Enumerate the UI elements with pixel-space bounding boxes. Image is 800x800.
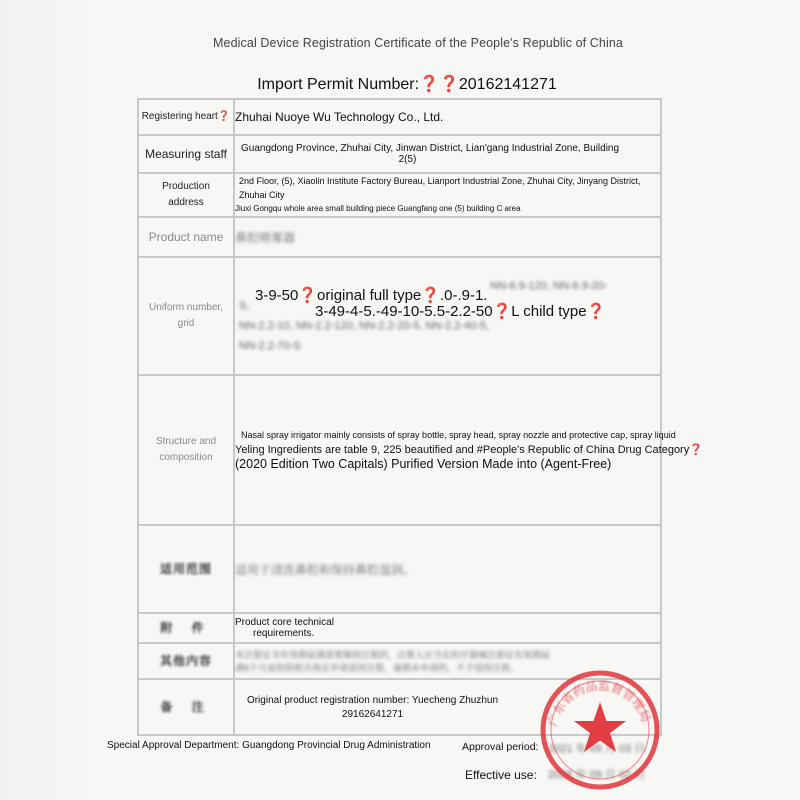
label-scope: 适用范围 — [138, 525, 234, 613]
other-line-2: 满6个月前按照相关规定申请延续注册，逾期未申请的，不予延续注册。 — [235, 663, 520, 673]
production-line-2: Jiuxi Gongqu whole area small building piece Guangfang one (5) building C area — [235, 204, 521, 213]
left-shade — [0, 0, 95, 800]
uniform-blur-1: NN-6.9-120, NN-6.9-20- — [490, 280, 608, 292]
approval-date: 2021 年 09 月 03 日 — [548, 743, 646, 755]
row-product-name — [138, 217, 661, 257]
measuring-line-2: 2(5) — [398, 154, 417, 165]
approval-period-label: Approval period: — [462, 741, 539, 753]
official-seal-stamp — [538, 668, 662, 792]
row-structure — [138, 375, 661, 525]
uniform-overlay-2: 3-49-4-5.-49-10-5.5-2.2-50❓L child type❓ — [315, 303, 606, 320]
structure-label-2: composition — [159, 452, 213, 463]
row-production — [138, 173, 661, 217]
attachment-line-2: requirements. — [253, 628, 315, 639]
value-product-name — [234, 217, 661, 257]
remarks-line-1: Original product registration number: Yuecheng Zhuzhun — [246, 694, 499, 706]
structure-label-1: Structure and — [155, 436, 217, 447]
effective-date: 2026 年 09 月 02 日 — [548, 769, 646, 781]
structure-line-3: (2020 Edition Two Capitals) Purified Version Made into (Agent-Free) — [235, 456, 612, 471]
seal-text: 广东省药品监督管理局 — [545, 678, 654, 728]
label-registering: Registering heart❓ — [138, 99, 234, 135]
value-structure — [234, 375, 703, 525]
label-structure — [138, 375, 234, 525]
uniform-label-2: grid — [177, 318, 195, 329]
value-uniform — [234, 257, 661, 375]
label-other: 其他内容 — [138, 643, 234, 679]
uniform-blur-4: NN-2.2-70-S — [239, 340, 301, 352]
remarks-line-2: 29162641271 — [341, 708, 404, 720]
value-scope — [234, 525, 661, 613]
label-production — [138, 173, 234, 217]
registration-table — [137, 98, 703, 736]
other-line-1: 本注册证书有效期届满需要继续注册的，注册人应当在医疗器械注册证有效期届 — [235, 650, 551, 660]
row-scope — [138, 525, 661, 613]
label-product-name: Product name — [138, 217, 234, 257]
production-label-1: Production — [162, 181, 210, 192]
row-registering — [138, 99, 661, 135]
import-permit-number: Import Permit Number:❓❓20162141271 — [257, 76, 557, 93]
row-uniform — [138, 257, 661, 375]
value-production — [234, 173, 661, 217]
seal-star-icon — [574, 702, 626, 752]
value-registering: Zhuhai Nuoye Wu Technology Co., Ltd. — [234, 99, 661, 135]
uniform-label-1: Uniform number, — [149, 302, 223, 313]
scope-blurred: 适用于清洗鼻腔和保持鼻腔湿润。 — [235, 562, 416, 577]
row-measuring — [138, 135, 661, 173]
label-attachment: 附 件 — [138, 613, 234, 643]
value-attachment — [234, 613, 661, 643]
production-label-2: address — [168, 197, 204, 208]
uniform-overlay-1: 3-9-50❓original full type❓.0-.9-1. — [255, 287, 488, 304]
structure-line-1: Nasal spray irrigator mainly consists of spray bottle, spray head, spray nozzle and protective cap, spray liquid — [241, 429, 676, 440]
label-remarks: 备 注 — [138, 679, 234, 735]
attachment-line-1: Product core technical — [235, 617, 334, 628]
label-measuring: Measuring staff — [138, 135, 234, 173]
row-attachment — [138, 613, 661, 643]
structure-line-2: Yeling Ingredients are table 9, 225 beautified and #People's Republic of China Drug Category❓ — [235, 443, 703, 456]
value-measuring — [234, 135, 661, 173]
page-title: Medical Device Registration Certificate of the People's Republic of China — [213, 36, 623, 50]
label-uniform — [138, 257, 234, 375]
approval-department: Special Approval Department: Guangdong Provincial Drug Administration — [107, 740, 431, 751]
production-line-1: 2nd Floor, (5), Xiaolin Institute Factory Bureau, Lianport Industrial Zone, Zhuhai City, Jinyang District, Zhuhai City — [239, 176, 641, 200]
measuring-line-1: Guangdong Province, Zhuhai City, Jinwan District, Lian'gang Industrial Zone, Building — [241, 143, 620, 154]
uniform-blur-2: S, — [239, 300, 250, 312]
effective-use-label: Effective use: — [465, 768, 537, 782]
product-name-blurred: 鼻腔喷雾器 — [235, 230, 296, 245]
uniform-blur-3: NN-2.2-10, NN-2.2-120, NN-2.2-20-5, NN-2.2-40-5, — [239, 320, 490, 332]
